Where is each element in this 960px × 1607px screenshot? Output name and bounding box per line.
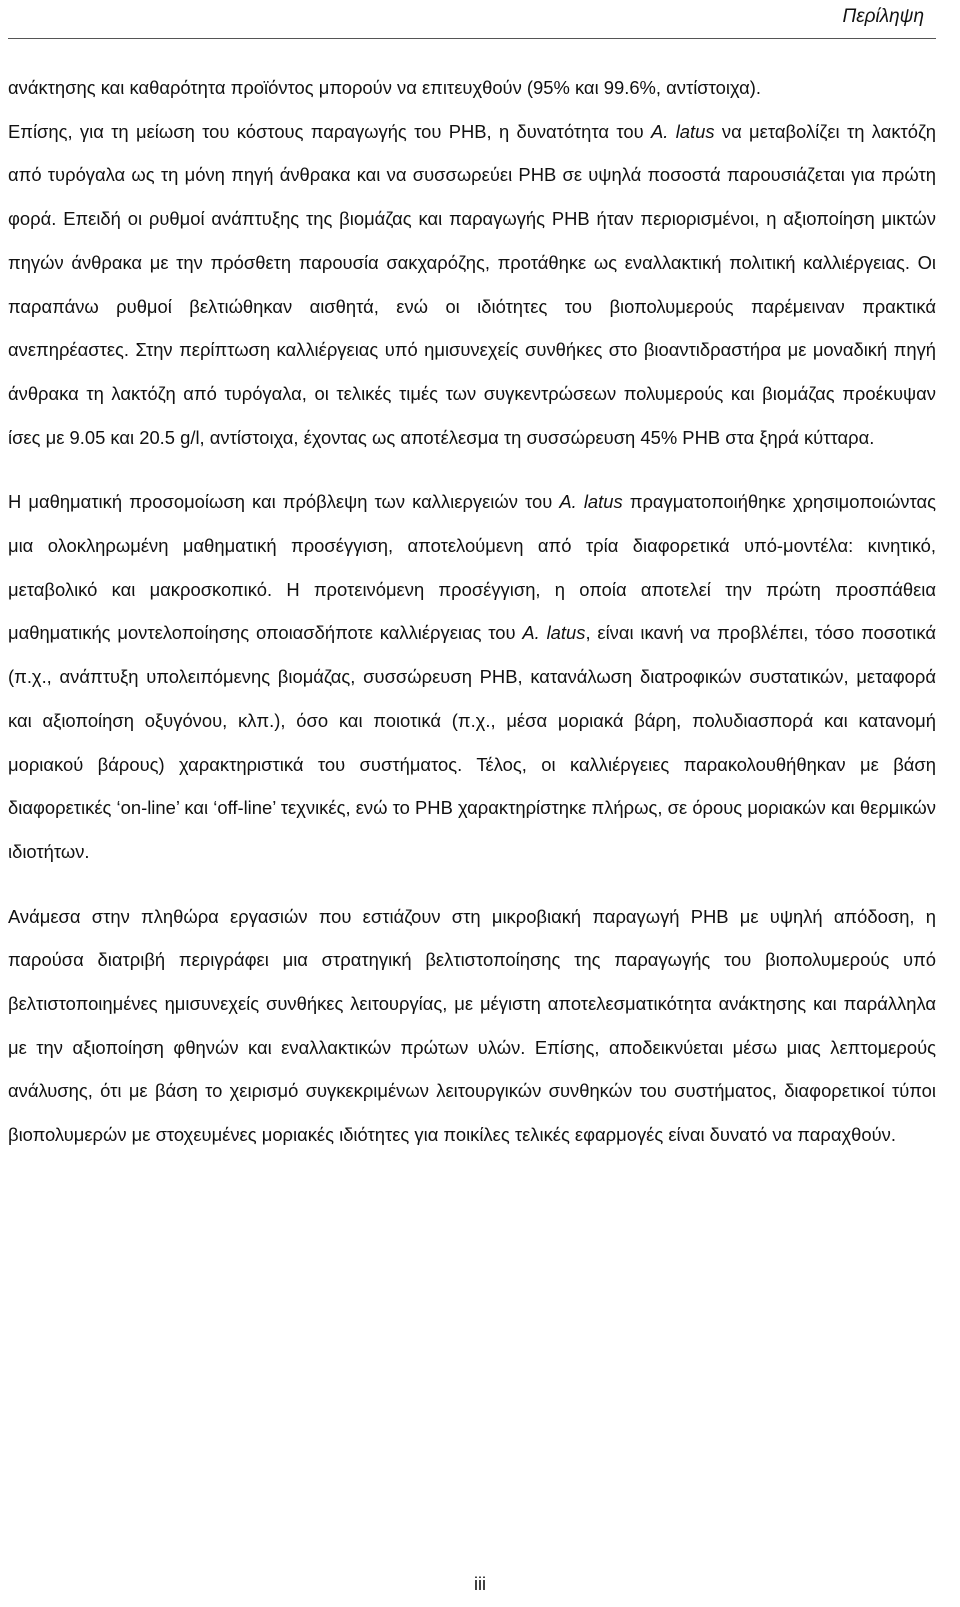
italic-term: A. latus (559, 491, 623, 513)
italic-term: A. latus (651, 120, 715, 142)
text-run: Ανάμεσα στην πληθώρα εργασιών που εστιάζουν στη μικροβιακή παραγωγή PHB με υψηλή απόδοση, η παρούσα διατριβή περιγράφει μια στρατηγική βελτιστοποίησης της παραγωγής του βιοπολυμερούς υπό βελτιστοποιημένες ημισυνεχείς συνθήκες λειτουργίας, με μέγιστη αποτελεσματικότητα ανάκτησης και παράλληλα με την αξιοποίηση φθηνών και εναλλακτικών πρώτων υλών. Επίσης, αποδεικνύεται μέσω μιας λεπτομερούς ανάλυσης, ότι με βάση το χειρισμό συγκεκριμένων λειτουργικών συνθηκών του συστήματος, διαφορετικοί τύποι βιοπολυμερών με στοχευμένες μοριακές ιδιότητες για ποικίλες τελικές εφαρμογές είναι δυνατό να παραχθούν. (8, 905, 936, 1146)
text-run: , είναι ικανή να προβλέπει, τόσο ποσοτικά (π.χ., ανάπτυξη υπολειπόμενης βιομάζας, συσσώρευση PHB, κατανάλωση διατροφικών συστατικών, μεταφορά και αξιοποίηση οξυγόνου, κλπ.), όσο και ποιοτικά (π.χ., μέσα μοριακά βάρη, πολυδιασπορά και κατανομή μοριακού βάρους) χαρακτηριστικά του συστήματος. Τέλος, οι καλλιέργειες παρακολουθήθηκαν με βάση διαφορετικές ‘on-line’ και ‘off-line’ τεχνικές, ενώ το PHB χαρακτηρίστηκε πλήρως, σε όρους μοριακών και θερμικών ιδιοτήτων. (8, 622, 936, 862)
page-number: iii (474, 1574, 486, 1594)
italic-term: A. latus (522, 622, 586, 644)
text-run: πραγματοποιήθηκε χρησιμοποιώντας μια ολοκληρωμένη μαθηματική προσέγγιση, αποτελούμενη από τρία διαφορετικά υπό-μοντέλα: κινητικό, μεταβολικό και μακροσκοπικό. Η προτεινόμενη προσέγγιση, η οποία αποτελεί την πρώτη προσπάθεια μαθηματικής μοντελοποίησης οποιασδήποτε καλλιέργειας του (8, 491, 936, 644)
text-run: Επίσης, για τη μείωση του κόστους παραγωγής του PHB, η δυνατότητα του (8, 120, 651, 142)
body-text (8, 66, 936, 1157)
paragraph-1 (8, 66, 936, 110)
text-run: να μεταβολίζει τη λακτόζη από τυρόγαλα ως τη μόνη πηγή άνθρακα και να συσσωρεύει PHB σε υψηλά ποσοστά παρουσιάζεται για πρώτη φορά. Επειδή οι ρυθμοί ανάπτυξης της βιομάζας και παραγωγής PHB ήταν περιορισμένοι, η αξιοποίηση μικτών πηγών άνθρακα με την πρόσθετη παρουσία σακχαρόζης, προτάθηκε ως εναλλακτική πολιτική καλλιέργειας. Οι παραπάνω ρυθμοί βελτιώθηκαν αισθητά, ενώ οι ιδιότητες του βιοπολυμερούς παρέμειναν πρακτικά ανεπηρέαστες. Στην περίπτωση καλλιέργειας υπό ημισυνεχείς συνθήκες στο βιοαντιδραστήρα με μοναδική πηγή άνθρακα τη λακτόζη από τυρόγαλα, οι τελικές τιμές των συγκεντρώσεων πολυμερούς και βιομάζας προέκυψαν ίσες με 9.05 και 20.5 g/l, αντίστοιχα, έχοντας ως αποτέλεσμα τη συσσώρευση 45% PHB στα ξηρά κύτταρα. (8, 120, 937, 448)
paragraph-3 (8, 480, 936, 873)
paragraph-2 (8, 110, 936, 460)
header-rule (8, 38, 936, 39)
running-header: Περίληψη (842, 6, 924, 27)
text-run: Η μαθηματική προσομοίωση και πρόβλεψη των καλλιεργειών του (8, 491, 560, 513)
text-run: ανάκτησης και καθαρότητα προϊόντος μπορούν να επιτευχθούν (95% και 99.6%, αντίστοιχα). (8, 77, 762, 98)
paragraph-4 (8, 895, 936, 1157)
